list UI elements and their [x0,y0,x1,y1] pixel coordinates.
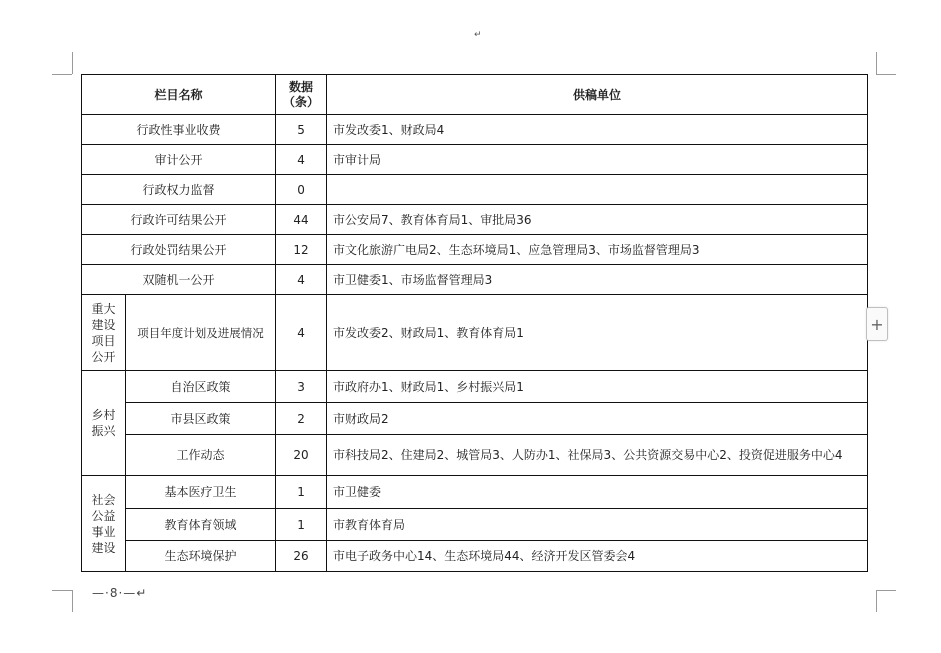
row-count: 44 [276,205,327,235]
crop-mark [876,590,896,591]
row-count: 26 [276,541,327,572]
crop-mark [876,52,877,74]
row-unit: 市卫健委1、市场监督管理局3 [327,265,868,295]
row-count: 4 [276,295,327,371]
group-label-social: 社会公益事业建设 [82,476,126,572]
row-name: 行政处罚结果公开 [82,235,276,265]
row-unit: 市发改委2、财政局1、教育体育局1 [327,295,868,371]
header-supplier: 供稿单位 [327,75,868,115]
group-label-major: 重大建设项目公开 [82,295,126,371]
table-row [82,205,868,235]
row-name: 行政性事业收费 [82,115,276,145]
paragraph-mark: ↵ [474,30,482,40]
table-row [82,541,868,572]
row-unit: 市公安局7、教育体育局1、审批局36 [327,205,868,235]
table-row [82,265,868,295]
table-row [82,509,868,541]
table-header-row [82,75,868,115]
row-count: 2 [276,403,327,435]
table-row [82,235,868,265]
row-unit: 市发改委1、财政局4 [327,115,868,145]
add-icon[interactable]: + [866,307,888,341]
row-unit: 市教育体育局 [327,509,868,541]
row-count: 5 [276,115,327,145]
table-row [82,476,868,509]
row-count: 1 [276,509,327,541]
table-row [82,403,868,435]
table-row [82,295,868,371]
row-name: 审计公开 [82,145,276,175]
row-count: 4 [276,145,327,175]
header-column-name: 栏目名称 [82,75,276,115]
row-count: 20 [276,435,327,476]
table-row [82,115,868,145]
table-row [82,371,868,403]
row-unit: 市卫健委 [327,476,868,509]
row-name: 生态环境保护 [126,541,276,572]
crop-mark [52,74,72,75]
page-number: —·8·—↵ [92,586,148,600]
header-data-count: 数据（条） [276,75,327,115]
row-unit: 市政府办1、财政局1、乡村振兴局1 [327,371,868,403]
row-name: 双随机一公开 [82,265,276,295]
row-name: 工作动态 [126,435,276,476]
row-name: 市县区政策 [126,403,276,435]
data-table [81,74,868,572]
row-unit: 市财政局2 [327,403,868,435]
table-row [82,175,868,205]
crop-mark [876,74,896,75]
table-row [82,145,868,175]
crop-mark [72,590,73,612]
row-unit: 市电子政务中心14、生态环境局44、经济开发区管委会4 [327,541,868,572]
row-name: 行政许可结果公开 [82,205,276,235]
table-row [82,435,868,476]
row-unit [327,175,868,205]
crop-mark [876,590,877,612]
row-count: 3 [276,371,327,403]
row-count: 4 [276,265,327,295]
row-name: 项目年度计划及进展情况 [126,295,276,371]
row-name: 基本医疗卫生 [126,476,276,509]
crop-mark [52,590,72,591]
group-label-rural: 乡村振兴 [82,371,126,476]
row-count: 12 [276,235,327,265]
row-unit: 市文化旅游广电局2、生态环境局1、应急管理局3、市场监督管理局3 [327,235,868,265]
crop-mark [72,52,73,74]
row-unit: 市科技局2、住建局2、城管局3、人防办1、社保局3、公共资源交易中心2、投资促进服务中心4 [327,435,868,476]
row-name: 行政权力监督 [82,175,276,205]
row-count: 0 [276,175,327,205]
row-count: 1 [276,476,327,509]
row-name: 自治区政策 [126,371,276,403]
row-unit: 市审计局 [327,145,868,175]
row-name: 教育体育领域 [126,509,276,541]
